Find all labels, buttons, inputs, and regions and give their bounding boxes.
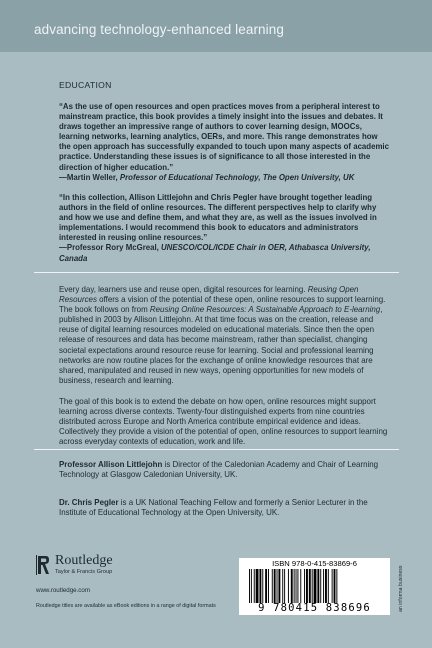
endorsement-quote — [59, 193, 389, 264]
quote-text: “In this collection, Allison Littlejohn and Chris Pegler have brought together leading authors in the field of online resources. The different perspectives help to clarify why and how we use and define them, and what they are, as well as the issues involved in implementations. I would recommend this book to educators and administrators interested in reusing online resources.” — [59, 193, 377, 243]
author-bio — [59, 498, 389, 518]
author-name: Professor Allison Littlejohn — [59, 460, 163, 469]
series-label: advancing technology-enhanced learning — [34, 22, 284, 37]
publisher-logo — [36, 553, 196, 603]
ebook-note: Routledge titles are available as eBook editions in a range of digital formats — [36, 603, 216, 609]
series-band — [0, 0, 432, 52]
isbn-number: ISBN 978-0-415-83869-6 — [272, 559, 357, 568]
previous-book-title: Reusing Online Resources: A Sustainable Approach to E-learning — [149, 305, 381, 315]
quote-author: —Martin Weller, — [59, 172, 120, 182]
quote-author-title: UNESCO/COL/ICDE Chair in OER, Athabasca University, Canada — [59, 243, 371, 263]
quote-attribution — [59, 243, 389, 263]
author-bio-text: is a UK National Teaching Fellow and formerly a Senior Lecturer in the Institute of Educational Technology at the Open University, UK. — [59, 498, 368, 518]
author-bio — [59, 460, 389, 480]
description-text: Every day, learners use and reuse open, digital resources for learning. — [59, 285, 308, 294]
description-text: The goal of this book is to extend the debate on how open, online resources might support learning across diverse contexts. Twenty-four distinguished experts from nine countries distributed across Europe and North America contribute empirical evidence and ideas. Collectively they provide a vision of the potential of open, online resources to support learning across everyday contexts of education, work and life. — [59, 397, 388, 447]
barcode-digits: 9 780415 838696 — [258, 602, 371, 614]
quote-attribution — [59, 173, 389, 183]
publisher-tagline: Taylor & Francis Group — [55, 569, 113, 575]
quote-text: “As the use of open resources and open practices moves from a peripheral interest to mainstream practice, this book provides a timely insight into the issues and debates. It draws together an impressive range of authors to cover learning design, MOOCs, learning networks, learning analytics, OERs, and more. This range demonstrates how the open approach has successfully expanded to touch upon many aspects of academic practice. Understanding these issues is of significance to all those interested in the direction of higher education.” — [59, 102, 389, 172]
subject-category: EDUCATION — [59, 80, 112, 90]
author-name: Dr. Chris Pegler — [59, 498, 119, 507]
author-bio-text: is Director of the Caledonian Academy and Chair of Learning Technology at Glasgow Caledonian University, UK. — [59, 460, 379, 480]
book-title: Reusing Open Resources — [59, 285, 359, 305]
description-paragraph — [59, 397, 389, 447]
quote-author: —Professor Rory McGreal, — [59, 243, 162, 253]
section-divider — [34, 272, 399, 273]
quote-author-title: Professor of Educational Technology, The Open University, UK — [119, 172, 355, 182]
informa-label: an informa business — [398, 565, 404, 612]
barcode-bars — [247, 569, 382, 603]
endorsement-quote — [59, 102, 389, 183]
description-text: , published in 2003 by Allison Littlejohn. At that time focus was on the creation, release and reuse of digital learning resources modeled on educational materials. Since then the open release of resources and data has become mainstream, rather than specialist, changing societal expectations around resource reuse for learning. Social and professional learning networks are now routine places for the exchange of online knowledge resources that are shared, manipulated and reused in new ways, opening opportunities for new models of business, research and learning. — [59, 305, 383, 385]
publisher-url: www.routledge.com — [36, 587, 90, 594]
publisher-name: Routledge — [55, 553, 113, 568]
section-divider — [34, 449, 399, 450]
description-paragraph — [59, 285, 389, 386]
description-text: offers a vision of the potential of these open, online resources to support learning. The book follows on from — [59, 295, 386, 315]
routledge-logo-icon — [36, 555, 50, 575]
isbn-barcode — [239, 558, 390, 615]
